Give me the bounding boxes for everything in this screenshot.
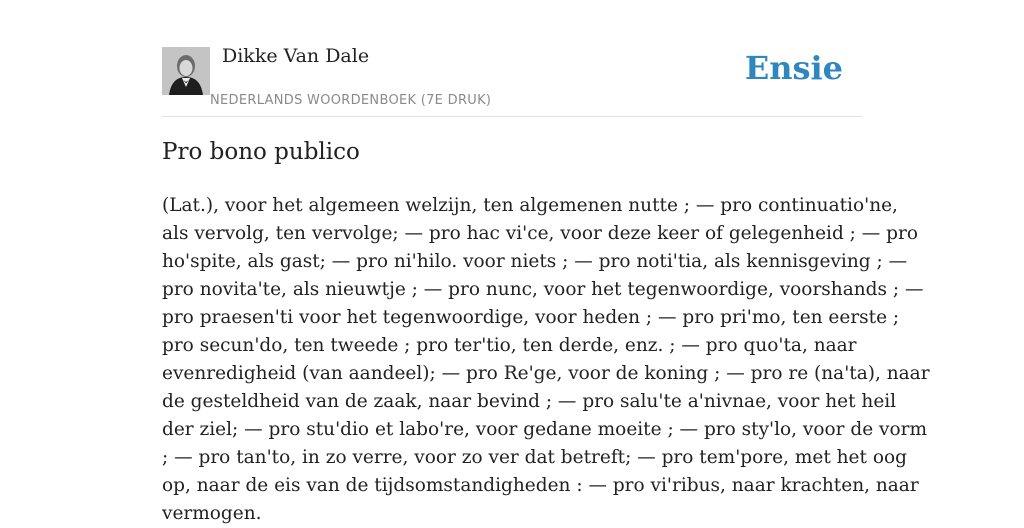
definition-line: vermogen. — [162, 503, 262, 524]
definition-line: der ziel; — pro stu'dio et labo're, voor gedane moeite ; — pro sty'lo, voor de vorm — [162, 419, 928, 440]
entry-definition — [162, 192, 930, 528]
definition-line: evenredigheid (van aandeel); — pro Re'ge, voor de koning ; — pro re (na'ta), naar — [162, 363, 930, 384]
avatar[interactable] — [162, 47, 210, 95]
entry-title: Pro bono publico — [162, 139, 360, 165]
definition-line: pro praesen'ti voor het tegenwoordige, voor heden ; — pro pri'mo, ten eerste ; — [162, 307, 900, 328]
definition-line: ho'spite, als gast; — pro ni'hilo. voor niets ; — pro noti'tia, als kennisgeving ; — — [162, 251, 908, 272]
definition-line: pro novita'te, als nieuwtje ; — pro nunc, voor het tegenwoordige, voorshands ; — — [162, 279, 924, 300]
definition-line: de gesteldheid van de zaak, naar bevind ; — pro salu'te a'nivnae, voor het heil — [162, 391, 897, 412]
definition-line: pro secun'do, ten tweede ; pro ter'tio, ten derde, enz. ; — pro quo'ta, naar — [162, 335, 857, 356]
source-label[interactable]: NEDERLANDS WOORDENBOEK (7E DRUK) — [210, 93, 492, 108]
ensie-logo[interactable]: Ensie — [744, 49, 843, 87]
definition-line: op, naar de eis van de tijdsomstandigheden : — pro vi'ribus, naar krachten, naar — [162, 475, 919, 496]
site-header — [162, 0, 862, 117]
definition-line: als vervolg, ten vervolge; — pro hac vi'ce, voor deze keer of gelegenheid ; — pro — [162, 223, 918, 244]
author-name[interactable]: Dikke Van Dale — [222, 45, 370, 67]
definition-line: ; — pro tan'to, in zo verre, voor zo ver dat betreft; — pro tem'pore, met het oog — [162, 447, 907, 468]
portrait-icon — [162, 47, 210, 95]
definition-line: (Lat.), voor het algemeen welzijn, ten algemenen nutte ; — pro continuatio'ne, — [162, 195, 898, 216]
